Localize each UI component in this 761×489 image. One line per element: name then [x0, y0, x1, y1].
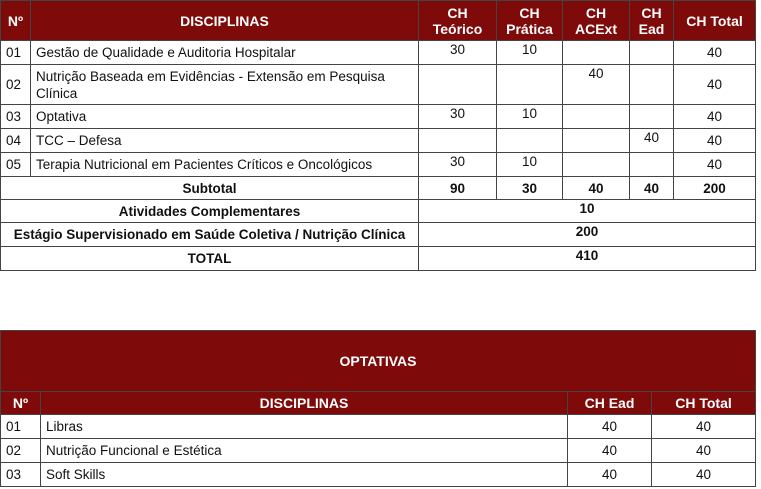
- atividades-label: Atividades Complementares: [1, 200, 419, 223]
- optativa-total: 40: [652, 439, 756, 463]
- row-num: 03: [1, 105, 31, 129]
- row-discipline: Terapia Nutricional em Pacientes Críticos e Oncológicos: [31, 153, 419, 177]
- subtotal-total: 200: [674, 177, 756, 200]
- row-total: 40: [674, 105, 756, 129]
- row-num: 02: [1, 65, 31, 105]
- table-row: [1, 463, 756, 487]
- header-pratica: CH Prática: [497, 1, 563, 41]
- table-row: [1, 415, 756, 439]
- row-discipline: TCC – Defesa: [31, 129, 419, 153]
- table-row: [1, 153, 756, 177]
- row-ead: [630, 105, 674, 129]
- table-row: [1, 41, 756, 65]
- row-teorico: [419, 65, 497, 105]
- header-disciplinas: DISCIPLINAS: [31, 1, 419, 41]
- row-teorico: [419, 129, 497, 153]
- row-ead: [630, 153, 674, 177]
- row-acext: [563, 129, 630, 153]
- row-ead: [630, 65, 674, 105]
- atividades-value: 10: [419, 200, 756, 223]
- row-total: 40: [674, 153, 756, 177]
- optativa-ead: 40: [568, 463, 652, 487]
- optativa-num: 03: [1, 463, 41, 487]
- header-num: Nº: [1, 1, 31, 41]
- row-num: 01: [1, 41, 31, 65]
- subtotal-teorico: 90: [419, 177, 497, 200]
- row-teorico: 30: [419, 153, 497, 177]
- row-ead: [630, 41, 674, 65]
- row-pratica: [497, 129, 563, 153]
- row-teorico: 30: [419, 41, 497, 65]
- table-row: [1, 439, 756, 463]
- subtotal-row: [1, 177, 756, 200]
- row-total: 40: [674, 65, 756, 105]
- optativa-total: 40: [652, 415, 756, 439]
- row-num: 05: [1, 153, 31, 177]
- optativas-table: [0, 330, 756, 487]
- optativa-num: 02: [1, 439, 41, 463]
- header-ead: CH Ead: [630, 1, 674, 41]
- atividades-row: [1, 200, 756, 223]
- estagio-value: 200: [419, 223, 756, 247]
- subtotal-acext: 40: [563, 177, 630, 200]
- header-row: [1, 1, 756, 41]
- optativas-title-row: [1, 331, 756, 392]
- row-discipline: Optativa: [31, 105, 419, 129]
- optativas-header-num: Nº: [1, 392, 41, 415]
- estagio-label: Estágio Supervisionado em Saúde Coletiva / Nutrição Clínica: [1, 223, 419, 247]
- optativa-discipline: Soft Skills: [41, 463, 568, 487]
- row-ead: 40: [630, 129, 674, 153]
- header-teorico: CH Teórico: [419, 1, 497, 41]
- total-row: [1, 247, 756, 271]
- row-num: 04: [1, 129, 31, 153]
- optativas-header-ead: CH Ead: [568, 392, 652, 415]
- total-value: 410: [419, 247, 756, 271]
- row-acext: [563, 105, 630, 129]
- optativas-title: OPTATIVAS: [1, 331, 756, 392]
- optativa-ead: 40: [568, 439, 652, 463]
- optativas-header-row: [1, 392, 756, 415]
- table-row: [1, 65, 756, 105]
- row-total: 40: [674, 41, 756, 65]
- row-acext: 40: [563, 65, 630, 105]
- optativa-total: 40: [652, 463, 756, 487]
- header-acext: CH ACExt: [563, 1, 630, 41]
- optativa-discipline: Libras: [41, 415, 568, 439]
- optativa-discipline: Nutrição Funcional e Estética: [41, 439, 568, 463]
- subtotal-pratica: 30: [497, 177, 563, 200]
- optativa-ead: 40: [568, 415, 652, 439]
- row-pratica: 10: [497, 105, 563, 129]
- table-row: [1, 129, 756, 153]
- optativas-header-total: CH Total: [652, 392, 756, 415]
- estagio-row: [1, 223, 756, 247]
- row-pratica: 10: [497, 41, 563, 65]
- header-total: CH Total: [674, 1, 756, 41]
- row-acext: [563, 153, 630, 177]
- row-discipline: Nutrição Baseada em Evidências - Extensão em Pesquisa Clínica: [31, 65, 419, 105]
- row-total: 40: [674, 129, 756, 153]
- table-row: [1, 105, 756, 129]
- row-teorico: 30: [419, 105, 497, 129]
- row-discipline: Gestão de Qualidade e Auditoria Hospitalar: [31, 41, 419, 65]
- row-acext: [563, 41, 630, 65]
- row-pratica: 10: [497, 153, 563, 177]
- optativas-header-disciplinas: DISCIPLINAS: [41, 392, 568, 415]
- subtotal-ead: 40: [630, 177, 674, 200]
- row-pratica: [497, 65, 563, 105]
- subtotal-label: Subtotal: [1, 177, 419, 200]
- total-label: TOTAL: [1, 247, 419, 271]
- optativa-num: 01: [1, 415, 41, 439]
